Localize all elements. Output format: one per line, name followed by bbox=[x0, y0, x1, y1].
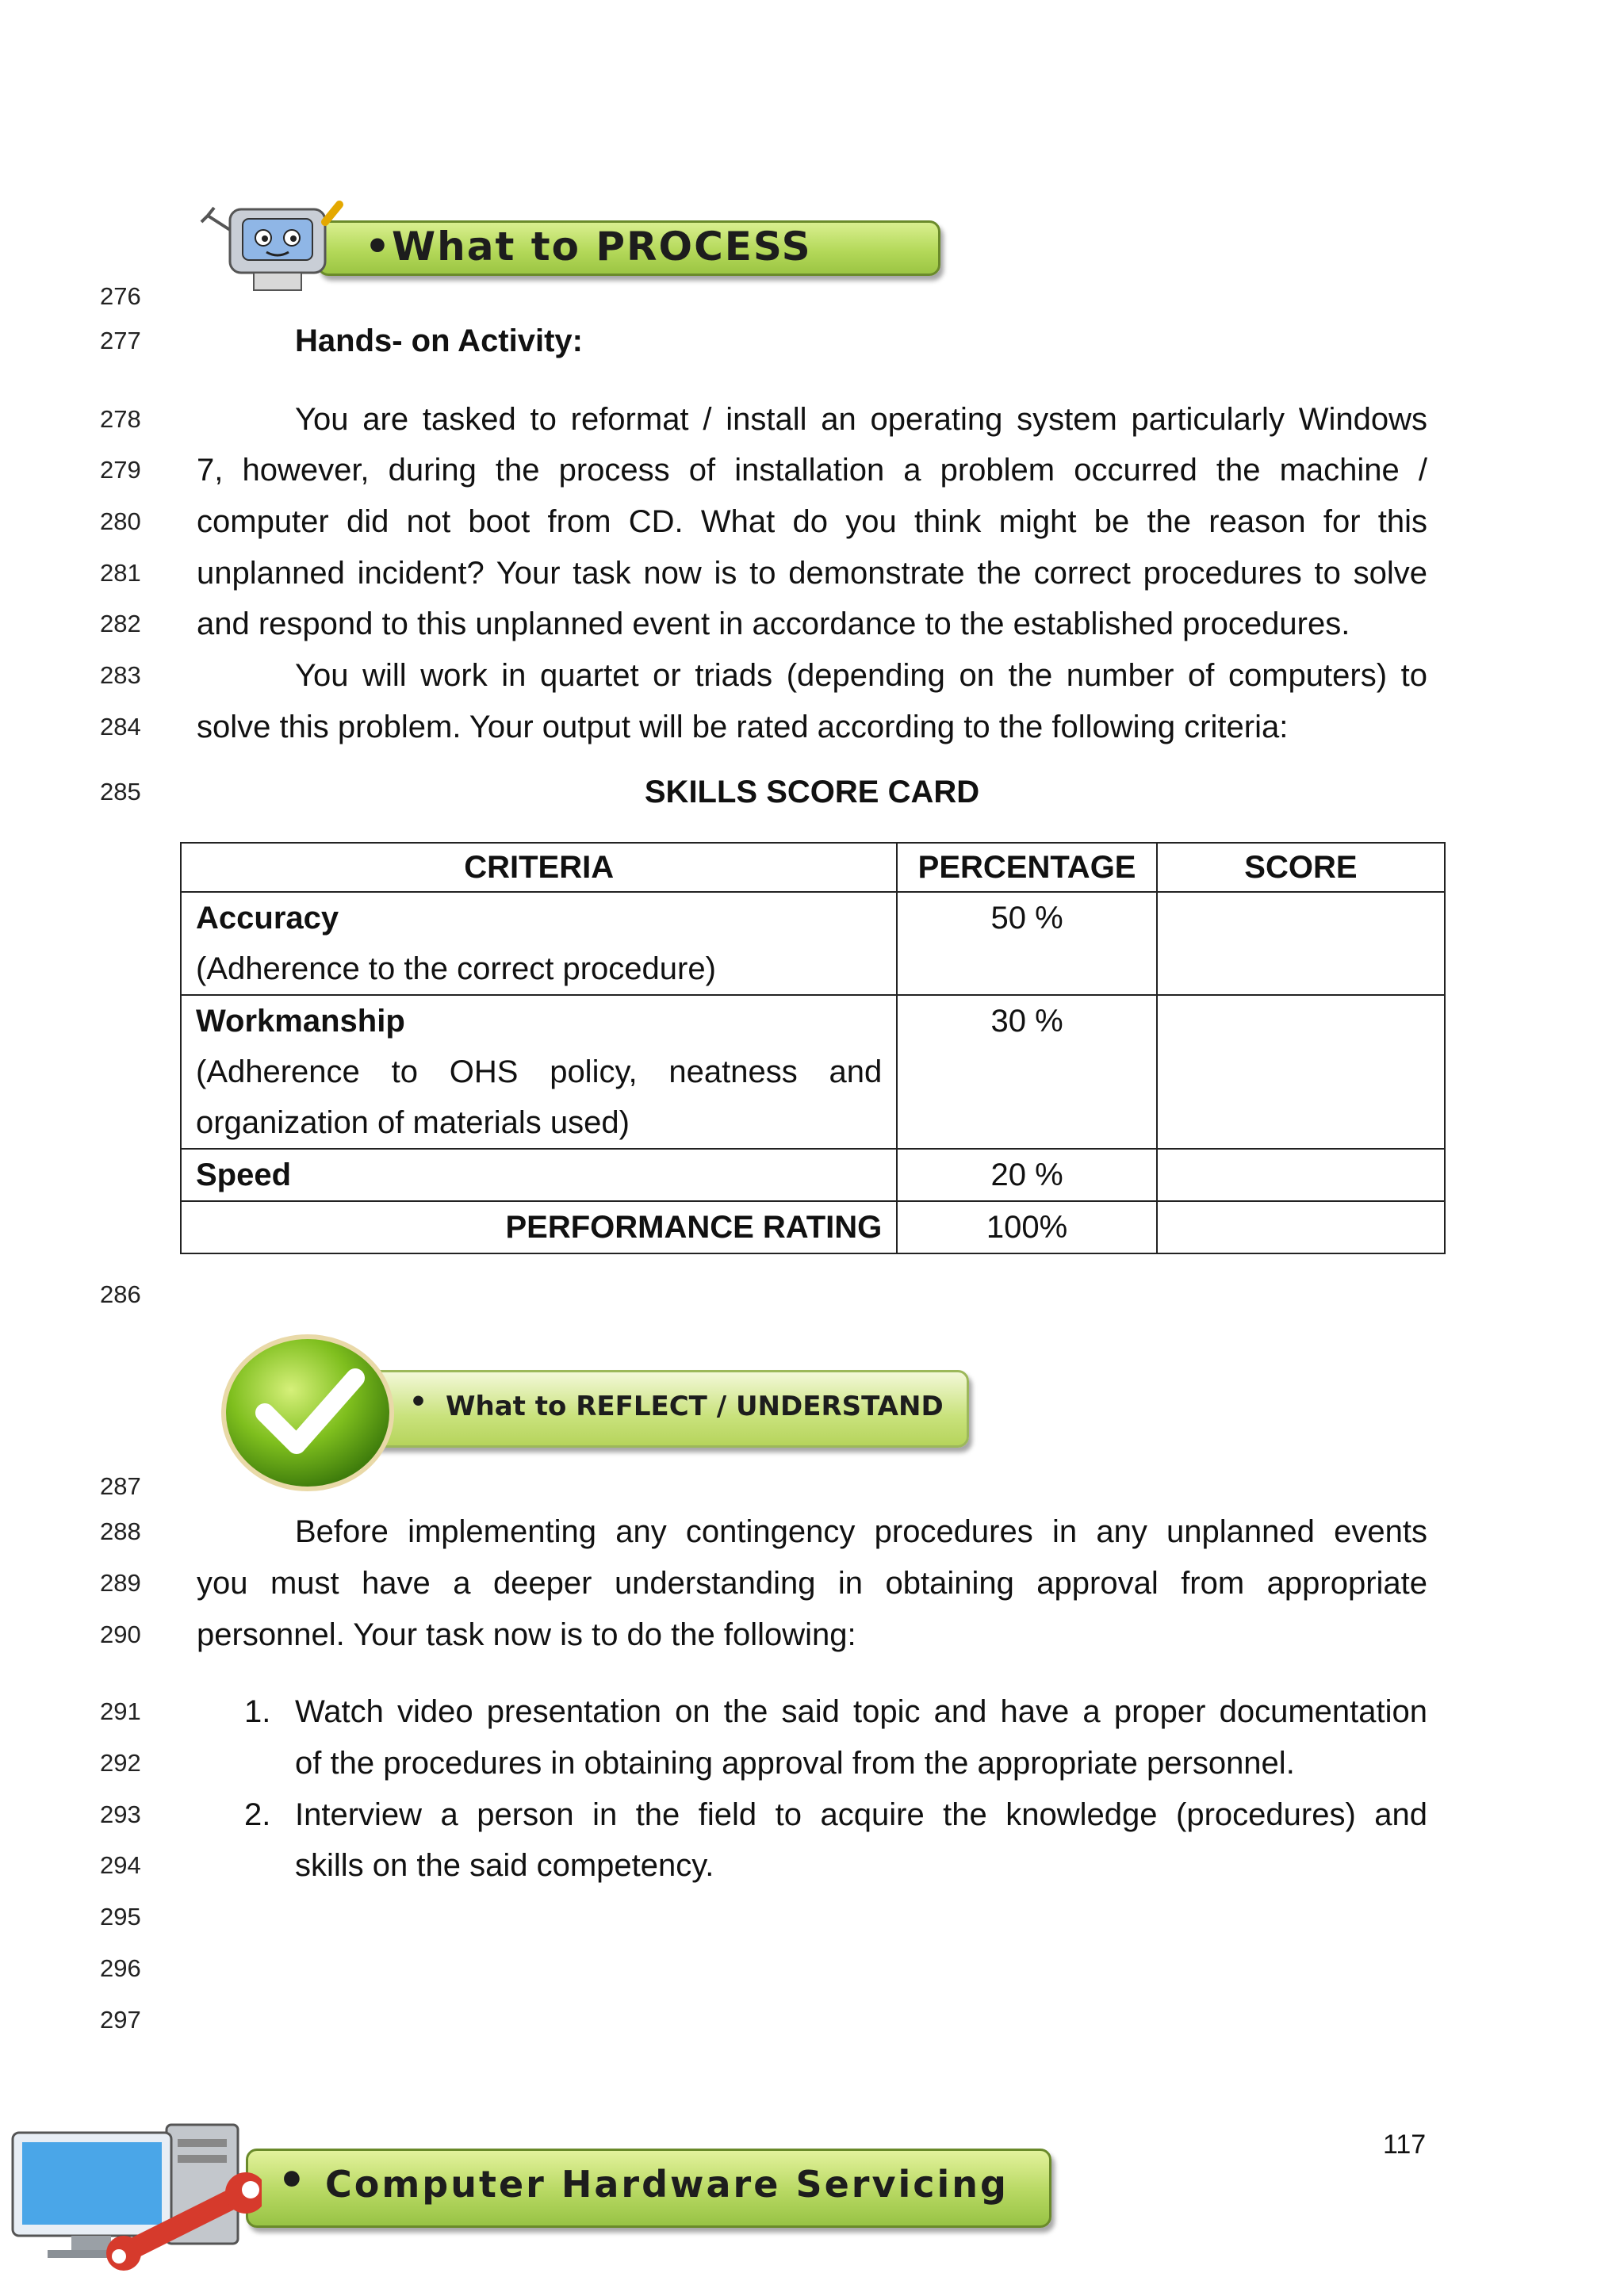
list-number: 1. bbox=[244, 1694, 271, 1729]
line-number: 280 bbox=[100, 507, 141, 535]
line-number: 288 bbox=[100, 1517, 141, 1545]
criteria-percentage: 30 % bbox=[897, 995, 1157, 1149]
line-number: 278 bbox=[100, 405, 141, 433]
header-score: SCORE bbox=[1157, 843, 1445, 892]
table-row bbox=[181, 1149, 1445, 1201]
reflect-bullet: • bbox=[409, 1386, 428, 1418]
line-number: 277 bbox=[100, 327, 141, 354]
line-number: 295 bbox=[100, 1903, 141, 1931]
line-number: 286 bbox=[100, 1280, 141, 1308]
paragraph-line: Before implementing any contingency procedures in any unplanned events bbox=[295, 1514, 1427, 1549]
table-row bbox=[181, 995, 1445, 1149]
line-number: 282 bbox=[100, 610, 141, 637]
paragraph-line: computer did not boot from CD. What do you think might be the reason for this bbox=[197, 504, 1427, 539]
computer-wrench-icon bbox=[8, 2117, 262, 2275]
header-criteria: CRITERIA bbox=[181, 843, 897, 892]
performance-rating-label: PERFORMANCE RATING bbox=[181, 1201, 897, 1253]
line-number: 291 bbox=[100, 1697, 141, 1725]
score-cell[interactable] bbox=[1157, 1149, 1445, 1201]
table-row bbox=[181, 892, 1445, 995]
robot-mascot-icon bbox=[198, 198, 357, 293]
table-total-row bbox=[181, 1201, 1445, 1253]
criteria-percentage: 20 % bbox=[897, 1149, 1157, 1201]
line-number: 285 bbox=[100, 778, 141, 806]
reflect-banner-label: What to REFLECT / UNDERSTAND bbox=[446, 1391, 944, 1422]
line-number: 296 bbox=[100, 1954, 141, 1982]
list-item-line: of the procedures in obtaining approval from the appropriate personnel. bbox=[295, 1746, 1295, 1781]
list-number: 2. bbox=[244, 1797, 271, 1832]
score-cell[interactable] bbox=[1157, 892, 1445, 995]
footer-banner-label: Computer Hardware Servicing bbox=[325, 2163, 1009, 2206]
criteria-name: Accuracy bbox=[196, 901, 339, 936]
list-item-line: Watch video presentation on the said topic and have a proper documentation bbox=[295, 1694, 1427, 1729]
paragraph-line: You are tasked to reformat / install an operating system particularly Windows bbox=[295, 402, 1427, 437]
criteria-desc: (Adherence to the correct procedure) bbox=[196, 951, 716, 986]
line-number: 297 bbox=[100, 2006, 141, 2034]
line-number: 281 bbox=[100, 559, 141, 587]
criteria-percentage: 50 % bbox=[897, 892, 1157, 995]
line-number: 284 bbox=[100, 713, 141, 740]
line-number: 293 bbox=[100, 1800, 141, 1828]
list-item-line: skills on the said competency. bbox=[295, 1848, 714, 1883]
process-banner-label: •What to PROCESS bbox=[365, 224, 812, 270]
page-number: 117 bbox=[1383, 2130, 1427, 2160]
line-number: 289 bbox=[100, 1569, 141, 1597]
footer-banner bbox=[8, 2117, 1063, 2275]
header-percentage: PERCENTAGE bbox=[897, 843, 1157, 892]
skills-score-table bbox=[180, 842, 1446, 1254]
line-number: 287 bbox=[100, 1472, 141, 1500]
line-number: 290 bbox=[100, 1621, 141, 1648]
criteria-name: Speed bbox=[181, 1149, 897, 1201]
line-number: 279 bbox=[100, 456, 141, 484]
hands-on-title: Hands- on Activity: bbox=[295, 323, 583, 358]
criteria-desc: organization of materials used) bbox=[196, 1105, 630, 1140]
table-header-row bbox=[181, 843, 1445, 892]
line-number: 292 bbox=[100, 1749, 141, 1777]
criteria-desc: (Adherence to OHS policy, neatness and bbox=[196, 1054, 883, 1089]
checkmark-icon bbox=[219, 1334, 409, 1492]
reflect-banner bbox=[219, 1334, 980, 1492]
paragraph-line: unplanned incident? Your task now is to demonstrate the correct procedures to solve bbox=[197, 556, 1427, 591]
list-item-line: Interview a person in the field to acquire the knowledge (procedures) and bbox=[295, 1797, 1427, 1832]
score-cell[interactable] bbox=[1157, 995, 1445, 1149]
performance-rating-percentage: 100% bbox=[897, 1201, 1157, 1253]
line-number: 283 bbox=[100, 661, 141, 689]
line-number: 276 bbox=[100, 282, 141, 310]
paragraph-line: you must have a deeper understanding in obtaining approval from appropriate bbox=[197, 1566, 1427, 1601]
scorecard-title: SKILLS SCORE CARD bbox=[644, 775, 980, 809]
paragraph-line: You will work in quartet or triads (depending on the number of computers) to bbox=[295, 658, 1427, 693]
paragraph-line: solve this problem. Your output will be rated according to the following criteria: bbox=[197, 710, 1289, 744]
line-number: 294 bbox=[100, 1851, 141, 1879]
paragraph-line: personnel. Your task now is to do the following: bbox=[197, 1617, 856, 1652]
criteria-name: Workmanship bbox=[196, 1004, 405, 1039]
footer-bullet: • bbox=[278, 2155, 306, 2206]
paragraph-line: 7, however, during the process of installation a problem occurred the machine / bbox=[197, 453, 1427, 488]
process-banner bbox=[198, 198, 952, 293]
score-cell[interactable] bbox=[1157, 1201, 1445, 1253]
paragraph-line: and respond to this unplanned event in accordance to the established procedures. bbox=[197, 607, 1350, 641]
